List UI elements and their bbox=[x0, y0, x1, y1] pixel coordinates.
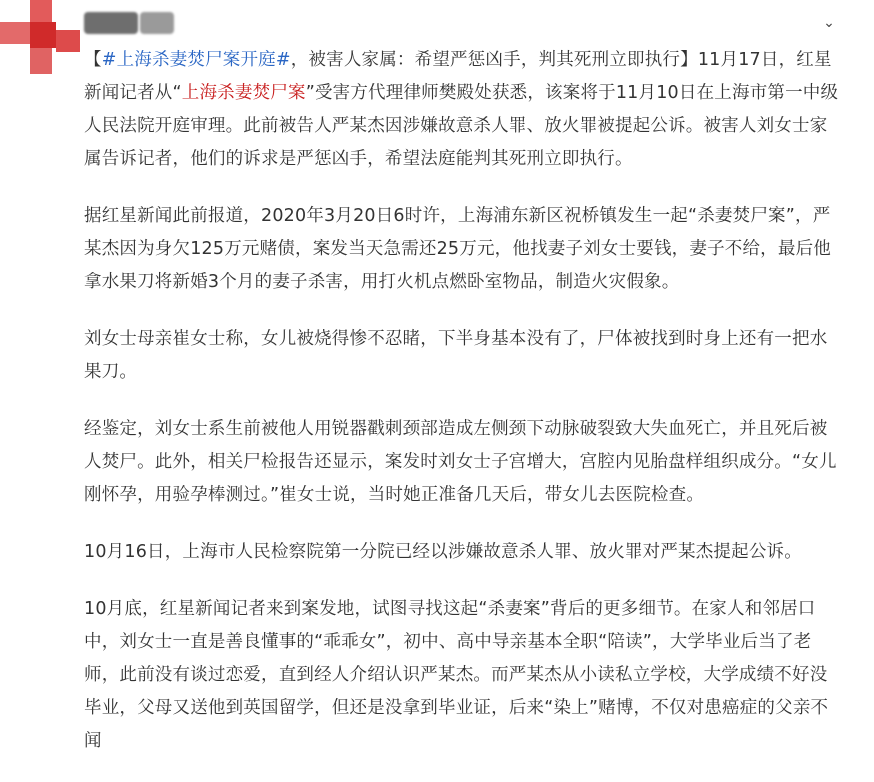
article-paragraph: 刘女士母亲崔女士称，女儿被烧得惨不忍睹，下半身基本没有了，尸体被找到时身上还有一把水果刀。 bbox=[84, 329, 828, 382]
article-paragraph: 【#上海杀妻焚尸案开庭#，被害人家属：希望严惩凶手，判其死刑立即执行】11月17日，红星新闻记者从“上海杀妻焚尸案”受害方代理律师樊殿处获悉，该案将于11月10日在上海市第一中级人民法院开庭审理。此前被告人严某杰因涉嫌故意杀人罪、放火罪被提起公诉。被害人刘女士家属告诉记者，他们的诉求是严惩凶手，希望法庭能判其死刑立即执行。 bbox=[84, 50, 839, 169]
chevron-down-icon[interactable]: ⌄ bbox=[823, 15, 835, 31]
paragraph-text: ”受害方代理律师樊殿处获悉，该案将于11月10日在上海市第一中级人民法院开庭审理。此前被告人严某杰因涉嫌故意杀人罪、放火罪被提起公诉。被害人刘女士家属告诉记者，他们的诉求是严惩凶手，希望法庭能判其死刑立即执行。 bbox=[84, 83, 839, 169]
avatar[interactable] bbox=[0, 0, 80, 76]
article-paragraph: 10月16日，上海市人民检察院第一分院已经以涉嫌故意杀人罪、放火罪对严某杰提起公诉。 bbox=[84, 542, 802, 562]
blurred-username-tail bbox=[140, 12, 174, 34]
article-paragraph: 经鉴定，刘女士系生前被他人用锐器戳刺颈部造成左侧颈下动脉破裂致大失血死亡，并且死后被人焚尸。此外，相关尸检报告还显示，案发时刘女士子宫增大，宫腔内见胎盘样组织成分。“女儿刚怀孕，用验孕棒测过。”崔女士说，当时她正准备几天后，带女儿去医院检查。 bbox=[84, 419, 837, 505]
article-paragraph: 10月底，红星新闻记者来到案发地，试图寻找这起“杀妻案”背后的更多细节。在家人和邻居口中，刘女士一直是善良懂事的“乖乖女”，初中、高中导亲基本全职“陪读”，大学毕业后当了老师，此前没有谈过恋爱，直到经人介绍认识严某杰。而严某杰从小读私立学校，大学成绩不好没毕业，父母又送他到英国留学，但还是没拿到毕业证，后来“染上”赌博，不仅对患癌症的父亲不闻 bbox=[84, 599, 829, 751]
avatar-pixel bbox=[30, 22, 56, 48]
paragraph-text: ，被害人家属：希望严惩凶手，判其死刑立即执行】11月17日，红星新闻记者从“ bbox=[84, 50, 832, 103]
avatar-pixel bbox=[0, 22, 30, 44]
avatar-pixel bbox=[30, 0, 52, 24]
case-link[interactable]: 上海杀妻焚尸案 bbox=[181, 83, 306, 103]
article-paragraph: 据红星新闻此前报道，2020年3月20日6时许，上海浦东新区祝桥镇发生一起“杀妻焚尸案”，严某杰因为身欠125万元赌债，案发当天急需还25万元，他找妻子刘女士要钱，妻子不给，最后他拿水果刀将新婚3个月的妻子杀害，用打火机点燃卧室物品，制造火灾假象。 bbox=[84, 206, 831, 292]
blurred-username bbox=[84, 12, 138, 34]
article-body bbox=[84, 44, 840, 782]
hashtag-link[interactable]: #上海杀妻焚尸案开庭# bbox=[101, 50, 291, 70]
avatar-pixel bbox=[56, 30, 80, 52]
avatar-pixel bbox=[30, 48, 52, 74]
